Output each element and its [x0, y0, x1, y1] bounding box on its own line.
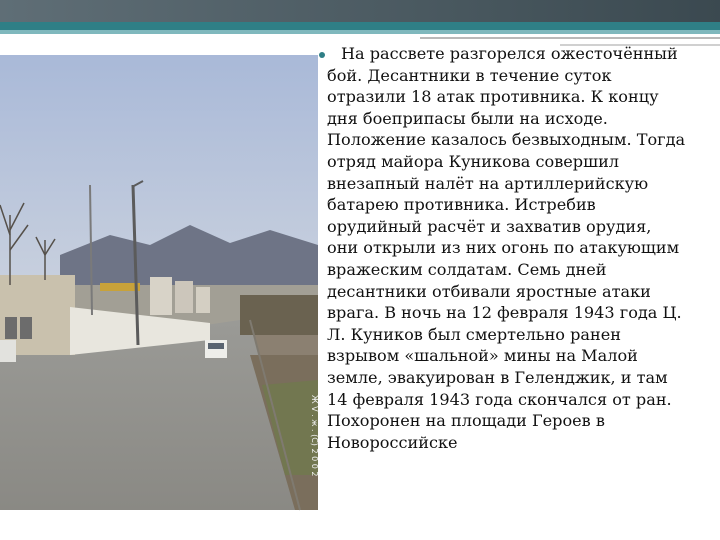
accent-stripe-light: [0, 30, 720, 34]
accent-stripe: [0, 22, 720, 30]
top-band: [0, 0, 720, 22]
street-photo: [0, 55, 318, 510]
decorative-line: [420, 37, 720, 39]
photo-watermark: Ж V . ж . (С) 2 0 0 2: [310, 395, 319, 477]
bullet-point-icon: [319, 52, 325, 58]
slide-body-text: На рассвете разгорелся ожесточённый бой. Десантники в течение суток отразили 18 атак противника. К концу дня боеприпасы были на исходе. Положение казалось безвыходным. Тогда отряд майора Куникова совершил внезапный налёт на артиллерийскую батарею противника. Истребив орудийный расчёт и захватив орудия, они открыли из них огонь по атакующим вражеским солдатам. Семь дней десантники отбивали яростные атаки врага. В ночь на 12 февраля 1943 года Ц. Л. Куников был смертельно ранен взрывом «шальной» мины на Малой земле, эвакуирован в Геленджик, и там 14 февраля 1943 года скончался от ран. Похоронен на площади Героев в Новороссийске: [327, 44, 686, 452]
